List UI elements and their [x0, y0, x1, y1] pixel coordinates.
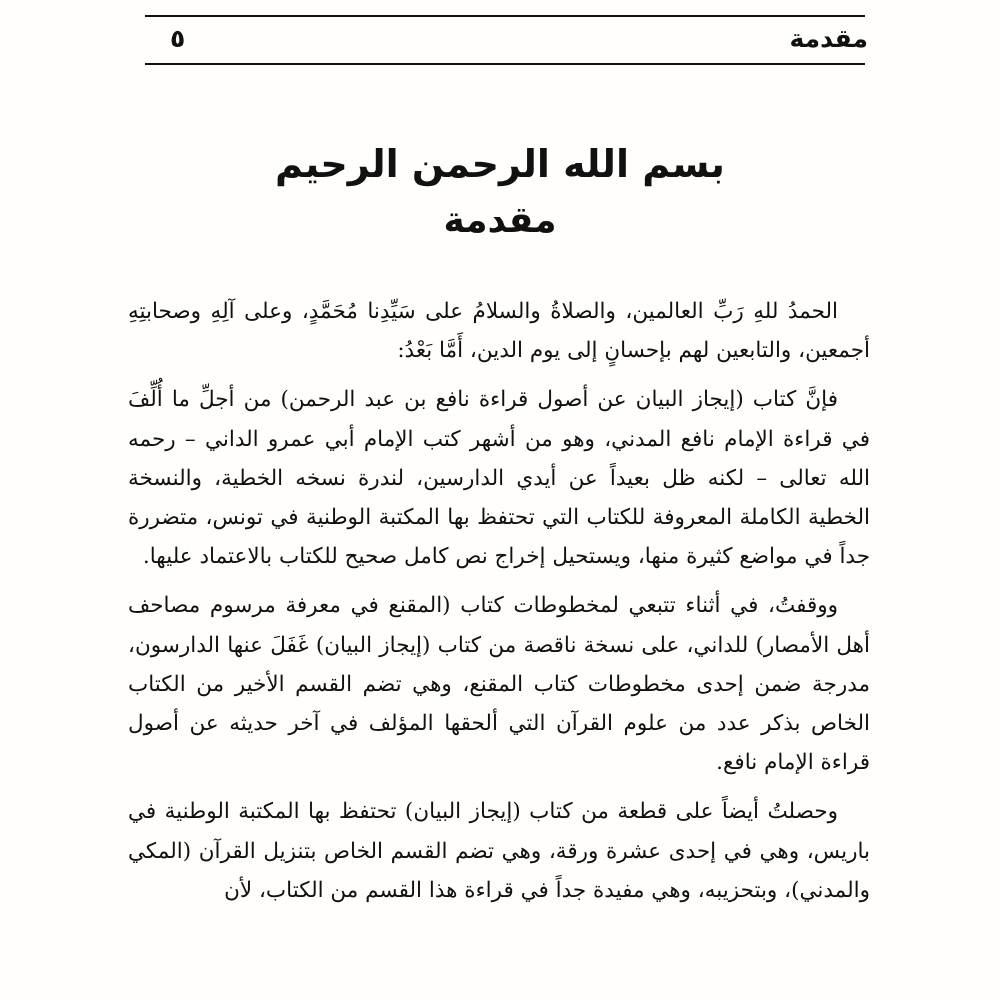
running-title: مقدمة [789, 24, 868, 53]
paragraph-1: الحمدُ للهِ رَبِّ العالمين، والصلاةُ والسلامُ على سَيِّدِنا مُحَمَّدٍ، وعلى آلِهِ وصحابتِهِ أجمعين، والتابعين لهم بإحسانٍ إلى يوم الدين، أَمَّا بَعْدُ: [128, 299, 870, 364]
header-bottom-rule [145, 63, 865, 65]
paragraph-4: وحصلتُ أيضاً على قطعة من كتاب (إيجاز البيان) تحتفظ بها المكتبة الوطنية في باريس، وهي في إحدى عشرة ورقة، وهي تضم القسم الخاص بتنزيل القرآن (المكي والمدني)، وبتحزيبه، وهي مفيدة جداً في قراءة هذا القسم من الكتاب، لأن [128, 799, 870, 903]
body-text [128, 292, 870, 920]
header-top-rule [145, 15, 865, 17]
paragraph-2: فإنَّ كتاب (إيجاز البيان عن أصول قراءة نافع بن عبد الرحمن) من أجلِّ ما أُلِّفَ في قراءة الإمام نافع المدني، وهو من أشهر كتب الإمام أبي عمرو الداني – رحمه الله تعالى – لكنه ظل بعيداً عن أيدي الدارسين، لندرة نسخه الخطية، والنسخة الخطية الكاملة المعروفة للكتاب التي تحتفظ بها المكتبة الوطنية في تونس، متضررة جداً في مواضع كثيرة منها، ويستحيل إخراج نص كامل صحيح للكتاب بالاعتماد عليها. [128, 387, 870, 570]
basmala-heading: بسم الله الرحمن الرحيم [275, 142, 725, 186]
paragraph-3: ووقفتُ، في أثناء تتبعي لمخطوطات كتاب (المقنع في معرفة مرسوم مصاحف أهل الأمصار) للداني، على نسخة ناقصة من كتاب (إيجاز البيان) غَفَلَ عنها الدارسون، مدرجة ضمن إحدى مخطوطات كتاب المقنع، وهي تضم القسم الأخير من الكتاب الخاص بذكر عدد من علوم القرآن التي ألحقها المؤلف في آخر حديثه عن أصول قراءة الإمام نافع. [128, 593, 870, 776]
section-heading: مقدمة [443, 200, 557, 241]
page-number: ٥ [170, 24, 186, 53]
